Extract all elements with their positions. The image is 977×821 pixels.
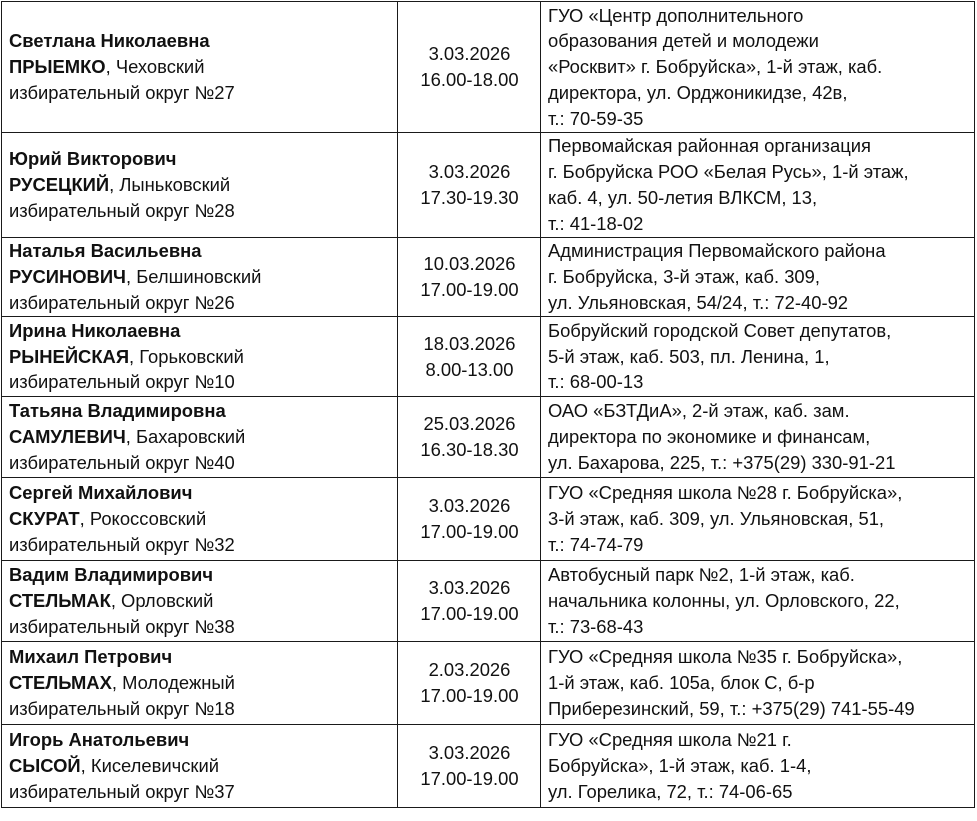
reception-date: 3.03.2026	[428, 495, 511, 517]
deputy-given-names: Ирина Николаевна	[9, 319, 181, 341]
location-line: 3-й этаж, каб. 309, ул. Ульяновская, 51,	[548, 508, 885, 530]
reception-date: 18.03.2026	[423, 332, 516, 354]
table-row	[2, 397, 975, 478]
reception-time: 16.30-18.30	[420, 439, 519, 460]
location-line: директора, ул. Орджоникидзе, 42в,	[548, 81, 848, 103]
district-name: , Рокоссовский	[79, 508, 207, 530]
reception-date: 2.03.2026	[428, 659, 511, 681]
location-line: 5-й этаж, каб. 503, пл. Ленина, 1,	[548, 345, 830, 367]
district-name: , Орловский	[110, 590, 214, 612]
deputy-cell	[2, 2, 398, 133]
deputy-cell	[2, 561, 398, 642]
district-name: , Молодежный	[111, 672, 235, 694]
district-number: избирательный округ №27	[9, 81, 235, 103]
table-row	[2, 2, 975, 133]
reception-date: 3.03.2026	[428, 577, 511, 599]
location-line: образования детей и молодежи	[548, 30, 819, 52]
deputy-surname: ПРЫЕМКО	[9, 56, 106, 78]
district-name: , Горьковский	[129, 345, 244, 367]
district-number: избирательный округ №32	[9, 533, 235, 555]
location-cell	[541, 2, 975, 133]
deputy-surname: САМУЛЕВИЧ	[9, 426, 126, 448]
location-line: ул. Горелика, 72, т.: 74-06-65	[548, 780, 793, 802]
deputy-given-names: Сергей Михайлович	[9, 482, 193, 504]
location-line: Первомайская районная организация	[548, 135, 871, 157]
location-cell	[541, 317, 975, 397]
datetime-cell	[398, 317, 541, 397]
reception-time: 17.00-19.00	[420, 685, 519, 706]
table-row	[2, 478, 975, 561]
district-name: , Белшиновский	[125, 266, 262, 288]
location-line: т.: 74-74-79	[548, 533, 644, 555]
location-cell	[541, 238, 975, 317]
location-line: начальника колонны, ул. Орловского, 22,	[548, 590, 900, 612]
deputy-surname: РУСЕЦКИЙ	[9, 174, 110, 196]
table-row	[2, 238, 975, 317]
location-cell	[541, 561, 975, 642]
deputy-surname: СКУРАТ	[9, 508, 80, 530]
datetime-cell	[398, 2, 541, 133]
district-name: , Чеховский	[105, 56, 205, 78]
deputy-cell	[2, 725, 398, 808]
table-row	[2, 725, 975, 808]
location-line: ГУО «Средняя школа №21 г.	[548, 729, 792, 751]
location-line: ул. Ульяновская, 54/24, т.: 72-40-92	[548, 291, 849, 313]
datetime-cell	[398, 725, 541, 808]
location-line: ГУО «Средняя школа №28 г. Бобруйска»,	[548, 482, 903, 504]
reception-date: 3.03.2026	[428, 742, 511, 764]
district-name: , Лыньковский	[109, 174, 231, 196]
datetime-cell	[398, 642, 541, 725]
district-number: избирательный округ №26	[9, 291, 235, 313]
table-row	[2, 317, 975, 397]
deputy-surname: СЫСОЙ	[9, 755, 81, 777]
table-row	[2, 642, 975, 725]
district-name: , Бахаровский	[125, 426, 246, 448]
location-cell	[541, 725, 975, 808]
deputy-given-names: Юрий Викторович	[9, 148, 177, 170]
datetime-cell	[398, 397, 541, 478]
deputy-cell	[2, 133, 398, 238]
deputy-cell	[2, 642, 398, 725]
location-line: т.: 70-59-35	[548, 107, 644, 129]
district-number: избирательный округ №40	[9, 451, 235, 473]
reception-date: 3.03.2026	[428, 161, 511, 183]
reception-time: 17.00-19.00	[420, 603, 519, 624]
location-line: г. Бобруйска РОО «Белая Русь», 1-й этаж,	[548, 161, 909, 183]
location-line: т.: 41-18-02	[548, 212, 644, 234]
deputy-surname: РУСИНОВИЧ	[9, 266, 126, 288]
location-line: каб. 4, ул. 50-летия ВЛКСМ, 13,	[548, 187, 818, 208]
reception-time: 17.00-19.00	[420, 521, 519, 542]
location-line: т.: 73-68-43	[548, 615, 644, 637]
location-line: Приберезинский, 59, т.: +375(29) 741-55-49	[548, 697, 915, 719]
location-cell	[541, 133, 975, 238]
district-number: избирательный округ №37	[9, 780, 235, 802]
location-cell	[541, 642, 975, 725]
reception-time: 17.30-19.30	[420, 187, 519, 208]
deputy-given-names: Михаил Петрович	[9, 646, 173, 668]
location-line: Бобруйский городской Совет депутатов,	[548, 319, 892, 341]
deputy-surname: СТЕЛЬМАХ	[9, 672, 112, 694]
location-line: ОАО «БЗТДиА», 2-й этаж, каб. зам.	[548, 400, 850, 422]
location-line: Администрация Первомайского района	[548, 240, 886, 262]
district-number: избирательный округ №18	[9, 697, 235, 719]
location-line: ГУО «Средняя школа №35 г. Бобруйска»,	[548, 646, 903, 668]
reception-date: 3.03.2026	[428, 43, 511, 65]
deputy-given-names: Вадим Владимирович	[9, 564, 214, 586]
reception-time: 16.00-18.00	[420, 69, 519, 90]
deputy-given-names: Светлана Николаевна	[9, 30, 210, 52]
deputy-cell	[2, 478, 398, 561]
reception-time: 17.00-19.00	[420, 768, 519, 789]
location-line: директора по экономике и финансам,	[548, 426, 871, 448]
location-line: г. Бобруйска, 3-й этаж, каб. 309,	[548, 266, 820, 288]
district-number: избирательный округ №38	[9, 615, 235, 637]
datetime-cell	[398, 133, 541, 238]
reception-date: 25.03.2026	[423, 413, 516, 435]
deputy-cell	[2, 238, 398, 317]
district-name: , Киселевичский	[80, 755, 220, 777]
district-number: избирательный округ №28	[9, 199, 235, 221]
reception-schedule-table	[1, 1, 975, 808]
location-line: «Росквит» г. Бобруйска», 1-й этаж, каб.	[548, 56, 883, 78]
deputy-surname: СТЕЛЬМАК	[9, 590, 111, 612]
location-line: 1-й этаж, каб. 105а, блок С, б-р	[548, 672, 815, 694]
reception-time: 17.00-19.00	[420, 279, 519, 300]
location-line: ГУО «Центр дополнительного	[548, 4, 804, 26]
datetime-cell	[398, 238, 541, 317]
location-cell	[541, 397, 975, 478]
location-line: т.: 68-00-13	[548, 371, 644, 393]
location-line: Бобруйска», 1-й этаж, каб. 1-4,	[548, 755, 812, 777]
deputy-cell	[2, 397, 398, 478]
deputy-given-names: Наталья Васильевна	[9, 240, 202, 262]
deputy-surname: РЫНЕЙСКАЯ	[9, 345, 130, 367]
deputy-given-names: Игорь Анатольевич	[9, 729, 190, 751]
table-row	[2, 561, 975, 642]
location-line: ул. Бахарова, 225, т.: +375(29) 330-91-21	[548, 451, 896, 473]
reception-time: 8.00-13.00	[425, 358, 514, 380]
location-cell	[541, 478, 975, 561]
deputy-given-names: Татьяна Владимировна	[9, 400, 226, 422]
location-line: Автобусный парк №2, 1-й этаж, каб.	[548, 564, 855, 586]
datetime-cell	[398, 478, 541, 561]
district-number: избирательный округ №10	[9, 371, 235, 393]
table-row	[2, 133, 975, 238]
deputy-cell	[2, 317, 398, 397]
datetime-cell	[398, 561, 541, 642]
reception-date: 10.03.2026	[423, 253, 516, 275]
